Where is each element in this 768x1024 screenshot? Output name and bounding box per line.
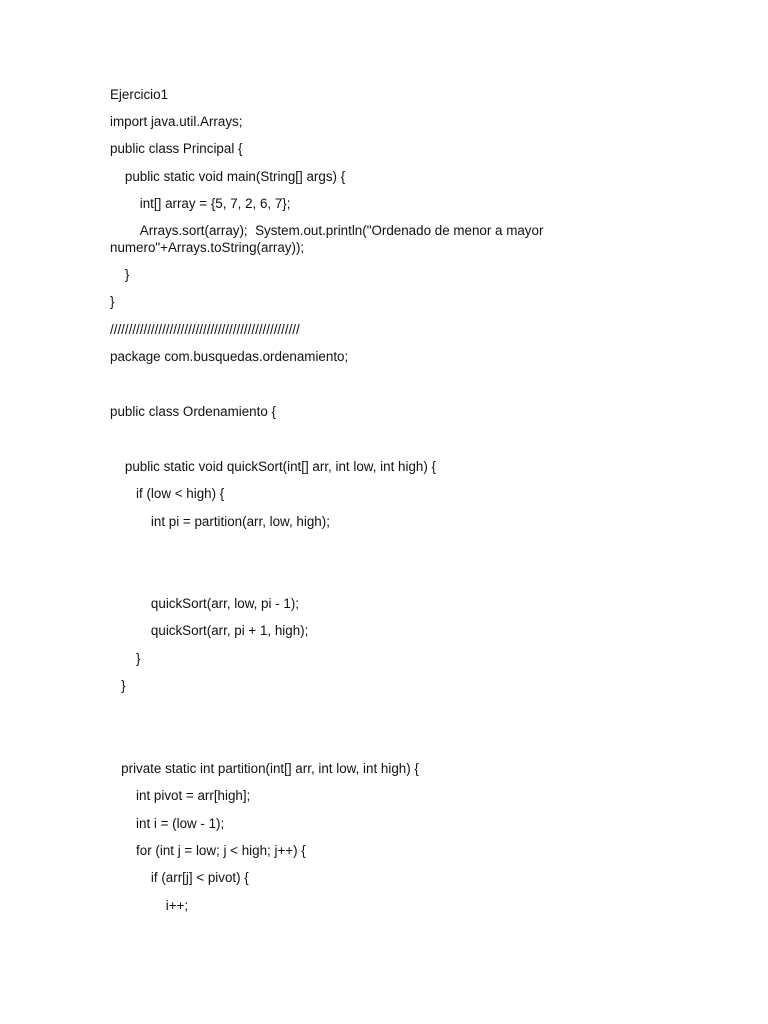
separator-line: /////////////////////////////////////////////////// (110, 322, 300, 337)
code-line: if (low < high) { (110, 486, 225, 501)
code-line: } (110, 678, 126, 693)
code-line: public static void main(String[] args) { (110, 169, 346, 184)
code-line: } (110, 267, 130, 282)
code-line: public class Principal { (110, 141, 243, 156)
code-line-wrapped: Arrays.sort(array); System.out.println("Ordenado de menor a mayor numero"+Arrays.toString(array)); (110, 223, 548, 255)
code-line: int pivot = arr[high]; (110, 788, 251, 803)
code-line: } (110, 651, 141, 666)
code-line: public static void quickSort(int[] arr, int low, int high) { (110, 459, 436, 474)
code-line: int pi = partition(arr, low, high); (110, 514, 330, 529)
code-line: } (110, 294, 115, 309)
code-line: quickSort(arr, pi + 1, high); (110, 623, 309, 638)
code-line: i++; (110, 898, 189, 913)
code-line: if (arr[j] < pivot) { (110, 870, 249, 885)
heading-ejercicio: Ejercicio1 (110, 87, 169, 102)
code-line: for (int j = low; j < high; j++) { (110, 843, 306, 858)
code-line: private static int partition(int[] arr, int low, int high) { (110, 761, 419, 776)
code-line: int i = (low - 1); (110, 816, 225, 831)
code-line: quickSort(arr, low, pi - 1); (110, 596, 300, 611)
code-line: import java.util.Arrays; (110, 114, 243, 129)
code-line: int[] array = {5, 7, 2, 6, 7}; (110, 196, 291, 211)
code-line: public class Ordenamiento { (110, 404, 276, 419)
code-line: package com.busquedas.ordenamiento; (110, 349, 349, 364)
